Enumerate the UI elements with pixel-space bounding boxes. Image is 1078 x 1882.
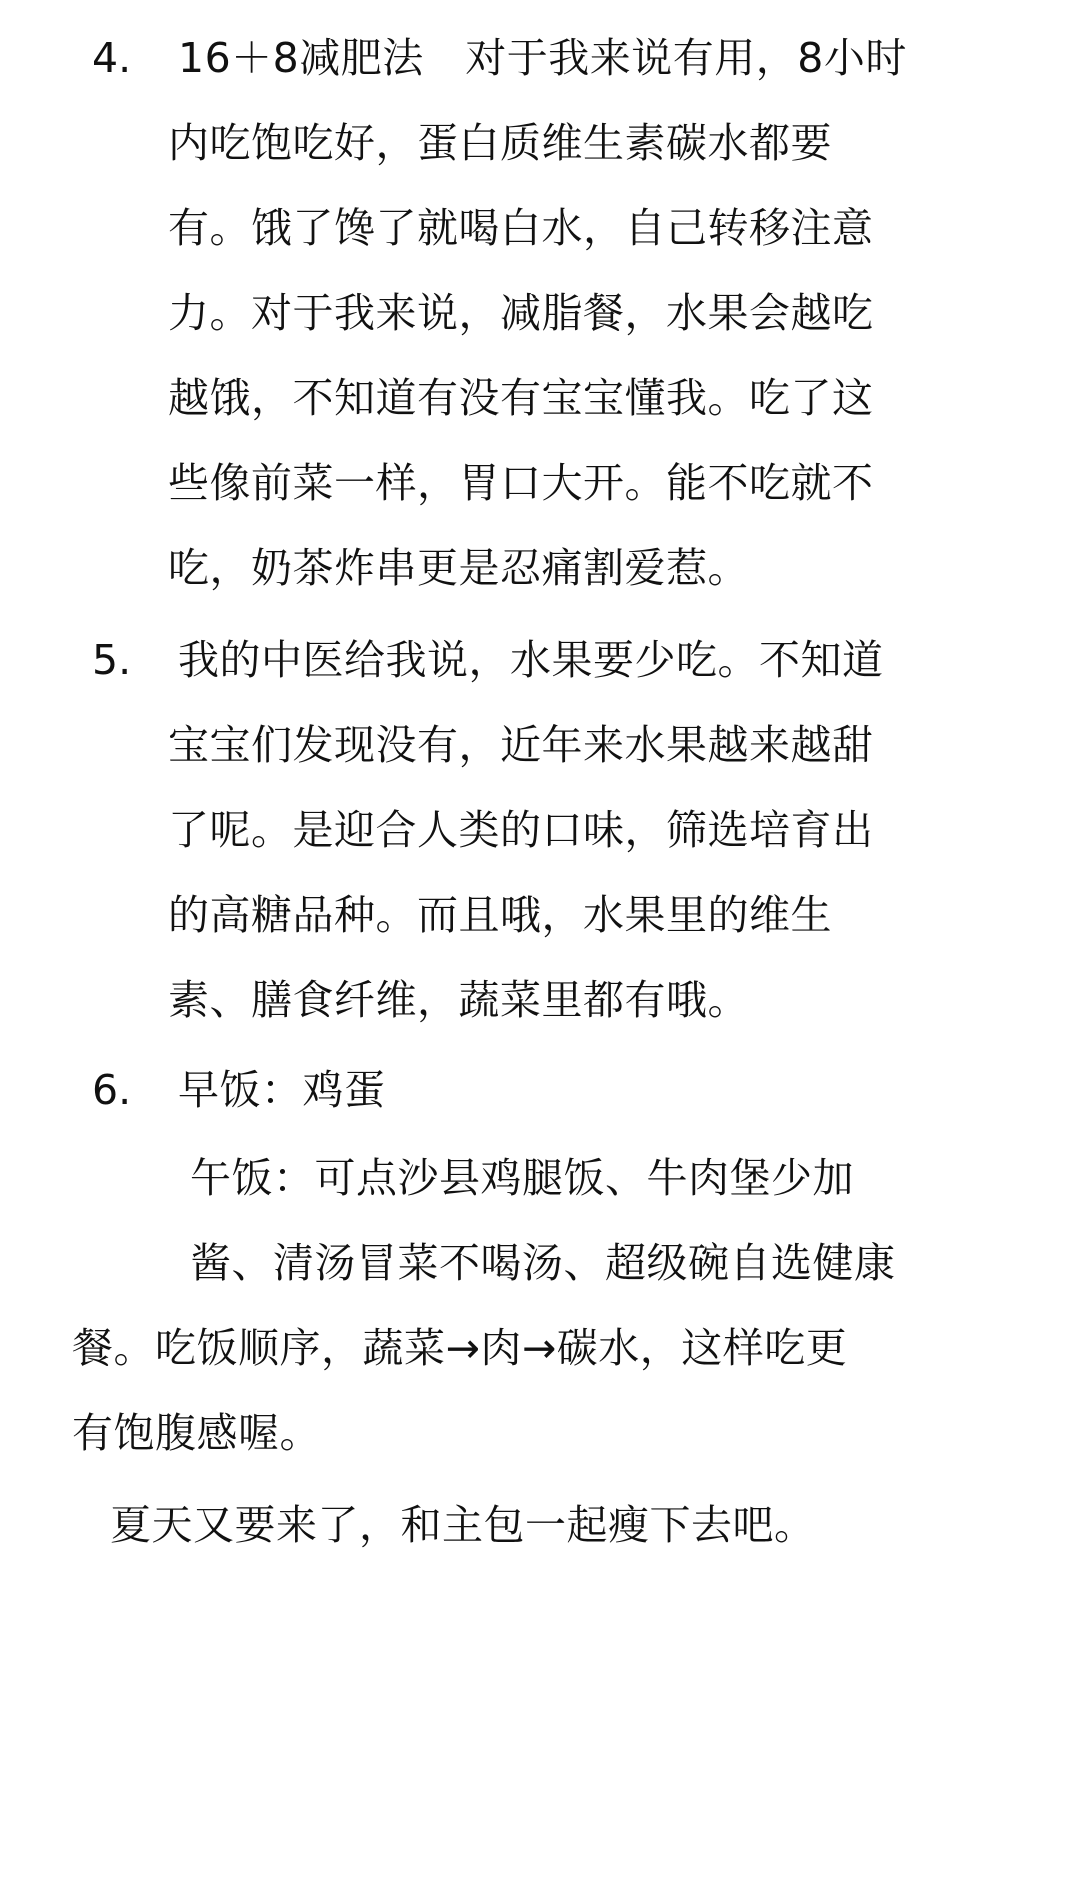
item-6-line-3: 酱、清汤冒菜不喝汤、超级碗自选健康 bbox=[190, 1239, 896, 1287]
item-5-line-4: 的高糖品种。而且哦，水果里的维生 bbox=[168, 891, 832, 939]
item-4-line-7: 吃，奶茶炸串更是忍痛割爱惹。 bbox=[168, 544, 749, 592]
item-6-line-1: 早饭：鸡蛋 bbox=[178, 1066, 386, 1114]
closing-sentence: 夏天又要来了，和主包一起瘦下去吧。 bbox=[110, 1501, 816, 1549]
item-6-line-5: 有饱腹感喔。 bbox=[72, 1409, 321, 1457]
item-6-line-2: 午饭：可点沙县鸡腿饭、牛肉堡少加 bbox=[190, 1154, 854, 1202]
item-4-line-5: 越饿，不知道有没有宝宝懂我。吃了这 bbox=[168, 374, 874, 422]
item-4-line-4: 力。对于我来说，减脂餐，水果会越吃 bbox=[168, 289, 874, 337]
item-4-line-3: 有。饿了馋了就喝白水，自己转移注意 bbox=[168, 204, 874, 252]
item-5-line-3: 了呢。是迎合人类的口味，筛选培育出 bbox=[168, 806, 874, 854]
item-5-line-1: 我的中医给我说，水果要少吃。不知道 bbox=[178, 636, 884, 684]
item-4-line-1: 16＋8减肥法 对于我来说有用，8小时 bbox=[178, 34, 907, 82]
item-5-line-5: 素、膳食纤维，蔬菜里都有哦。 bbox=[168, 976, 749, 1024]
item-5-line-2: 宝宝们发现没有，近年来水果越来越甜 bbox=[168, 721, 874, 769]
item-6-line-4: 餐。吃饭顺序，蔬菜→肉→碳水，这样吃更 bbox=[72, 1324, 848, 1372]
item-number: 5. bbox=[92, 636, 132, 684]
item-4-line-2: 内吃饱吃好，蛋白质维生素碳水都要 bbox=[168, 119, 832, 167]
item-number: 4. bbox=[92, 34, 132, 82]
item-4-line-6: 些像前菜一样，胃口大开。能不吃就不 bbox=[168, 459, 874, 507]
item-number: 6. bbox=[92, 1066, 132, 1114]
